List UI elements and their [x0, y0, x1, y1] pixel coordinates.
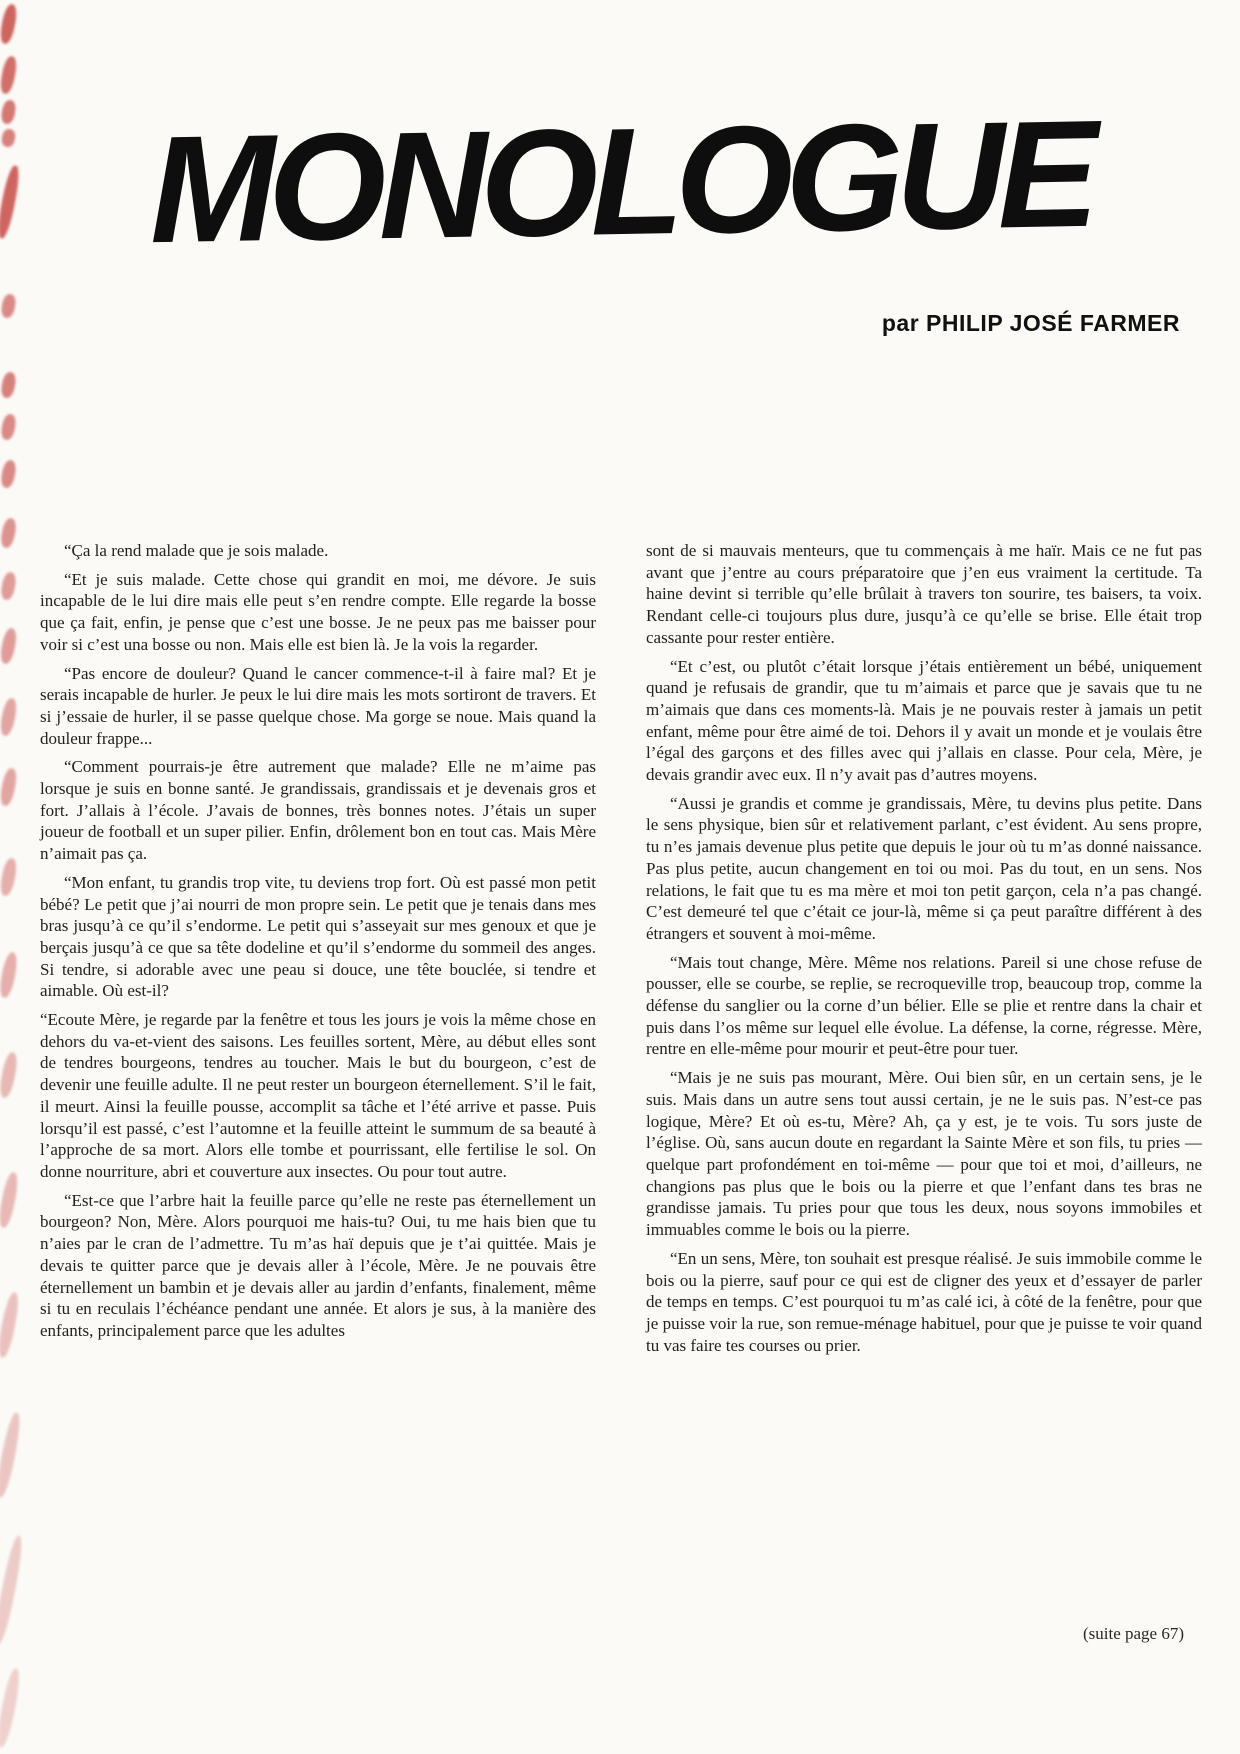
red-mark	[0, 1667, 23, 1748]
red-mark	[0, 857, 19, 897]
right-column	[646, 540, 1202, 1363]
continuation-note: (suite page 67)	[1082, 1624, 1184, 1643]
red-mark	[0, 951, 19, 999]
red-mark	[0, 459, 18, 489]
paragraph: “Mais tout change, Mère. Même nos relations. Pareil si une chose refuse de pousser, elle se courbe, se replie, se recroqueville trop, beaucoup trop, comme la défense du sanglier ou la corne d’un bélier. Elle se plie et rentre dans la chair et puis dans l’os même sur lequel elle évolue. La défense, la corne, régresse. Mère, rentre en elle-même pour mourir et peut-être pour tuer.	[646, 952, 1202, 1059]
red-mark	[0, 293, 17, 319]
paragraph: “Et je suis malade. Cette chose qui grandit en moi, me dévore. Je suis incapable de le lui dire mais elle peut s’en rendre compte. Elle regarde la bosse que ça fait, enfin, je pense que c’est une bosse. Je ne peux pas me baisser pour voir si c’est una bosse ou non. Mais elle est bien là. Je la vois la regarder.	[40, 569, 596, 654]
red-mark	[0, 371, 17, 399]
byline: par PHILIP JOSÉ FARMER	[881, 310, 1180, 336]
paragraph: “Ça la rend malade que je sois malade.	[64, 541, 329, 560]
red-mark	[0, 55, 19, 95]
paragraph: “Pas encore de douleur? Quand le cancer commence-t-il à faire mal? Et je serais incapable de hurler. Je peux le lui dire mais les mots sortiront de travers. Et si j’essaie de hurler, il se passe quelque chose. Ma gorge se noue. Mais quand la douleur frappe...	[40, 663, 596, 748]
red-mark	[0, 1535, 25, 1645]
red-mark	[0, 1171, 20, 1228]
red-mark	[0, 767, 19, 807]
paragraph: “Et c’est, ou plutôt c’était lorsque j’étais entièrement un bébé, uniquement quand je refusais de grandir, que tu m’aimais et parce que je savais que tu ne m’aimais que dans ces moments-là. Mais je ne pouvais rester à jamais un petit enfant, même pour être aimé de toi. Dehors il y avait un monde et je voulais être l’égal des garçons et des filles avec qui j’allais en classe. Pour cela, Mère, je devais grandir avec eux. Il n’y avait pas d’autres moyens.	[646, 656, 1202, 785]
paragraph: “En un sens, Mère, ton souhait est presque réalisé. Je suis immobile comme le bois ou la pierre, sauf pour ce qui est de cligner des yeux et d’essayer de parler de temps en temps. C’est pourquoi tu m’as calé ici, à côté de la fenêtre, pour que je puisse voir la rue, son remue-ménage habituel, pour que je puisse te voir quand tu vas faire tes courses ou prier.	[646, 1248, 1202, 1355]
red-mark	[0, 697, 19, 737]
paragraph: “Mon enfant, tu grandis trop vite, tu deviens trop fort. Où est passé mon petit bébé? Le petit que j’ai nourri de mon propre sein. Le petit que je tenais dans mes bras jusqu’à ce qu’il s’endorme. Le petit qui s’asseyait sur mes genoux et que je berçais jusqu’à ce que sa tête dodeline et qu’il s’endorme du sommeil des anges. Si tendre, si adorable avec une peau si douce, une tête bouclée, si tendre et aimable. Où est-il?	[40, 872, 596, 1001]
paragraph: “Aussi je grandis et comme je grandissais, Mère, tu devins plus petite. Dans le sens physique, bien sûr et relativement parlant, c’est évident. Au sens propre, tu n’es jamais devenue plus petite que depuis le jour où tu m’as donné naissance. Pas plus petite, aucun changement en toi ou moi. Pas du tout, en un sens. Nos relations, le fait que tu es ma mère et moi ton petit garçon, cela n’a pas changé. C’est demeuré tel que c’était ce jour-là, même si ça peut paraître différent à des étrangers et souvent à moi-même.	[646, 793, 1202, 943]
red-mark	[0, 1051, 19, 1099]
red-mark	[0, 1412, 23, 1499]
red-mark	[0, 3, 19, 45]
red-mark	[0, 413, 17, 441]
red-mark	[0, 627, 18, 665]
paragraph: “Ecoute Mère, je regarde par la fenêtre et tous les jours je vois la même chose en dehors du va-et-vient des saisons. Les feuilles sortent, Mère, au début elles sont de tendres bourgeons, tendres au toucher. Mais le but du bourgeon, c’est de devenir une feuille adulte. Il ne peut rester un bourgeon éternellement. S’il le fait, il meurt. Ainsi la feuille pousse, accomplit sa tâche et l’été arrive et passe. Puis lorsqu’il est passé, c’est l’automne et la feuille atteint le summum de sa beauté à l’approche de sa mort. Alors elle tombe et pourrissant, elle fertilise le sol. On donne nourriture, abri et couverture aux insectes. Ou pour tout autre.	[40, 1010, 596, 1181]
paragraph: “Est-ce que l’arbre hait la feuille parce qu’elle ne reste pas éternellement un bourgeon? Non, Mère. Alors pourquoi me hais-tu? Oui, tu me hais bien que tu n’aies par le cran de l’admettre. Tu m’as haï depuis que je t’ai quittée. Mais je devais te quitter parce que je devais aller à l’école, Mère. Je ne pouvais être éternellement un bambin et je devais aller au jardin d’enfants, finalement, même si tu en reculais l’échéance pendant une année. Et alors je sus, à la manière des enfants, principalement parce que les adultes	[40, 1190, 596, 1340]
body-text	[40, 540, 1202, 1363]
red-mark	[0, 571, 18, 601]
paragraph: sont de si mauvais menteurs, que tu commençais à me haïr. Mais ce ne fut pas avant que j’entre au cours préparatoire que j’en eus vraiment la certitude. Ta haine devint si terrible qu’elle brûlait à travers ton sourire, tes baisers, ta voix. Rendant celle-ci toujours plus dure, jusqu’à ce qu’elle se brise. Elle était trop cassante pour rester entière.	[646, 541, 1202, 647]
page-title: MONOLOGUE	[147, 88, 1093, 276]
paragraph: “Comment pourrais-je être autrement que malade? Elle ne m’aime pas lorsque je suis en bonne santé. Je grandissais, grandissais et je devenais gros et fort. J’allais à l’école. J’avais de bonnes, très bonnes notes. J’étais un super joueur de football et un super pilier. Enfin, drôlement bon en tout cas. Mais Mère n’aimait pas ça.	[40, 757, 596, 864]
red-mark	[0, 1291, 21, 1358]
left-column	[40, 540, 596, 1363]
paragraph: “Mais je ne suis pas mourant, Mère. Oui bien sûr, en un certain sens, je le suis. Mais dans un autre sens tout aussi certain, je ne le suis pas. N’est-ce pas logique, Mère? Et où es-tu, Mère? Ah, ça y est, je te vois. Tu sors juste de l’église. Où, sans aucun doute en regardant la Sainte Mère et son fils, tu pries — quelque part profondément en toi-même — pour que toi et moi, d’ailleurs, ne changions pas plus que le bois ou la pierre et que l’enfant dans tes bras ne grandisse jamais. Tu pries pour que tous les deux, nous soyons immobiles et immuables comme le bois ou la pierre.	[646, 1068, 1202, 1240]
red-mark	[0, 517, 18, 549]
